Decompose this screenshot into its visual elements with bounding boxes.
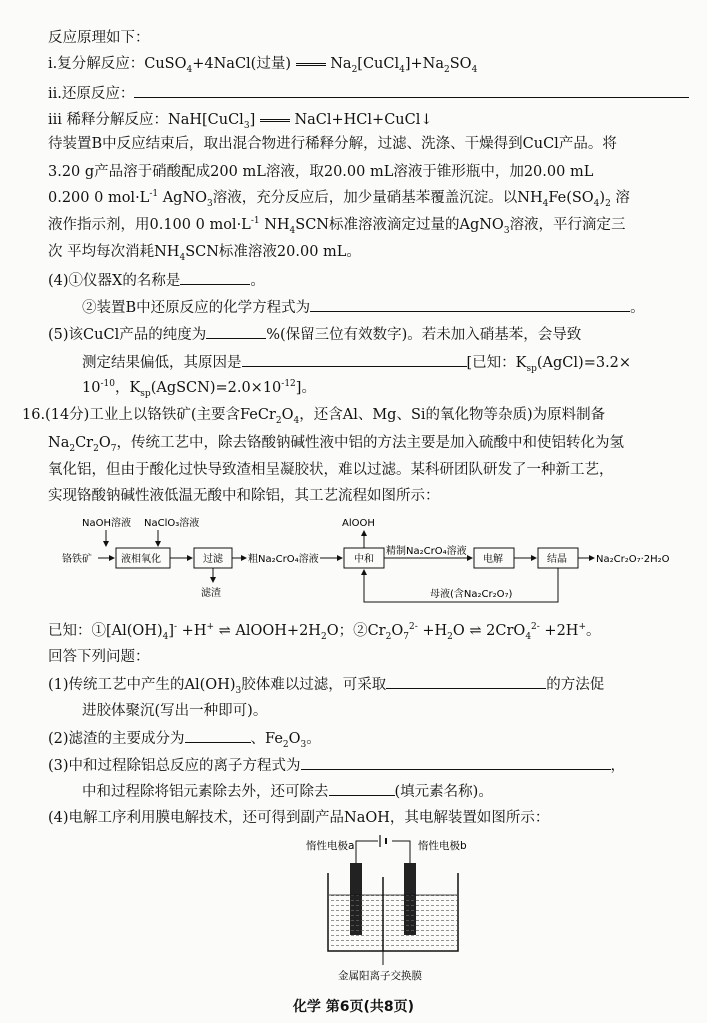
question-5-ksp: $10^{-10}$，$K_{sp}(AgSCN)=2.0\times 10^{-12}$]。 bbox=[82, 379, 316, 399]
equilibrium-icon: ⇌ bbox=[218, 623, 231, 639]
reaction-ii: ⅱ.还原反应： bbox=[48, 83, 689, 104]
electrode-b-label: 惰性电极b bbox=[418, 840, 467, 852]
paragraph-line: 实现铬酸钠碱性液低温无酸中和除铝，其工艺流程如图所示： bbox=[48, 488, 440, 504]
paragraph-line: 次 平均每次消耗$NH_4SCN$标准溶液20.00 mL。 bbox=[48, 244, 361, 263]
flow-electrolysis-label: 电解 bbox=[483, 554, 503, 565]
flow-product-label: Na₂Cr₂O₇·2H₂O bbox=[596, 554, 670, 565]
reaction-iii: ⅲ 稀释分解反应：NaH[CuCl$_3$] NaCl+HCl+CuCl↓ bbox=[48, 112, 433, 131]
question-4-1: (4)①仪器X的名称是 。 bbox=[48, 270, 265, 291]
flow-crystallize-label: 结晶 bbox=[547, 554, 567, 565]
question-16-2: (2)滤渣的主要成分为 、$Fe_2O_3$。 bbox=[48, 728, 321, 749]
page-footer: 化学 第6页(共8页) bbox=[292, 999, 415, 1015]
answer-blank[interactable] bbox=[242, 352, 467, 367]
known-conditions: 已知：$①[Al(OH)_4]^- +H^+$ ⇌ $AlOOH+2H_2O$；$②Cr_2O_7^{2-} +H_2O$ ⇌ 2CrO$_4^{2-}$ +2H+。 bbox=[48, 622, 601, 642]
flow-crude-label: 粗Na₂CrO₄溶液 bbox=[248, 554, 319, 565]
question-16-4: (4)电解工序利用膜电解技术，还可得到副产品NaOH，其电解装置如图所示： bbox=[48, 810, 550, 826]
question-16-3b: 中和过程除将铝元素除去外，还可除去 (填元素名称)。 bbox=[82, 781, 493, 802]
process-flow-diagram bbox=[62, 516, 672, 612]
answer-blank[interactable] bbox=[310, 297, 630, 312]
paragraph-line: 液作指示剂，用0.100 0 $mol\cdot L^{-1}$ $NH_4SCN$标准溶液滴定过量的AgNO$_3$溶液，平行滴定三 bbox=[48, 216, 626, 236]
answer-blank[interactable] bbox=[206, 324, 266, 339]
flow-residue-label: 滤渣 bbox=[201, 588, 221, 599]
answer-blank[interactable] bbox=[301, 755, 611, 770]
question-16-1: (1)传统工艺中产生的$Al(OH)_3$胶体难以过滤，可采取 的方法促 bbox=[48, 674, 604, 695]
paragraph-line: 氧化铝，但由于酸化过快导致渣相呈凝胶状，难以过滤。某科研团队研发了一种新工艺， bbox=[48, 462, 614, 478]
question-5-reason: 测定结果偏低，其原因是 [已知：$K_{sp}(AgCl)=3.2\times$ bbox=[82, 352, 631, 373]
electrolysis-cell-diagram bbox=[306, 833, 486, 983]
answer-blank[interactable] bbox=[185, 728, 251, 743]
flow-mother-label: 母液(含Na₂Cr₂O₇) bbox=[430, 589, 513, 600]
equals-icon bbox=[296, 63, 326, 66]
paragraph-line: $Na_2Cr_2O_7$，传统工艺中，除去铬酸钠碱性液中铝的方法主要是加入硫酸中和使铝转化为氢 bbox=[48, 435, 624, 454]
answer-blank[interactable] bbox=[329, 781, 395, 796]
flow-naclo3-label: NaClO₃溶液 bbox=[144, 518, 200, 529]
reaction-i: ⅰ.复分解反应：CuSO$_4$+4NaCl(过量) $Na_2[CuCl_4]+Na_2SO_4$ bbox=[48, 56, 478, 75]
membrane-label: 金属阳离子交换膜 bbox=[338, 970, 422, 982]
question-5: (5)该CuCl产品的纯度为 %(保留三位有效数字)。若未加入硝基苯，会导致 bbox=[48, 324, 581, 345]
paragraph-line: 待装置B中反应结束后，取出混合物进行稀释分解，过滤、洗涤、干燥得到CuCl产品。将 bbox=[48, 136, 617, 152]
answer-blank[interactable] bbox=[134, 83, 689, 98]
answer-blank[interactable] bbox=[180, 270, 250, 285]
answer-prompt: 回答下列问题： bbox=[48, 649, 150, 665]
solution bbox=[329, 895, 457, 950]
paragraph-line: 进胶体聚沉(写出一种即可)。 bbox=[82, 703, 268, 719]
flow-oxidation-label: 液相氧化 bbox=[121, 554, 161, 565]
equals-icon bbox=[260, 119, 290, 122]
question-4-2: ②装置B中还原反应的化学方程式为 。 bbox=[82, 297, 645, 318]
question-16-3: (3)中和过程除铝总反应的离子方程式为 ， bbox=[48, 755, 625, 776]
flow-refined-label: 精制Na₂CrO₄溶液 bbox=[386, 546, 467, 557]
flow-alooh-label: AlOOH bbox=[342, 518, 375, 529]
paragraph-line: 0.200 0 $mol\cdot L^{-1}$ AgNO$_3$溶液，充分反应后，加少量硝基苯覆盖沉淀。以$NH_4Fe(SO_4)_2$ 溶 bbox=[48, 189, 630, 209]
line-1: 反应原理如下： bbox=[48, 30, 150, 46]
electrode-a-label: 惰性电极a bbox=[306, 840, 355, 852]
answer-blank[interactable] bbox=[386, 674, 546, 689]
flow-naoh-label: NaOH溶液 bbox=[82, 518, 131, 529]
equilibrium-icon: ⇌ bbox=[469, 623, 482, 639]
flow-neutralize-label: 中和 bbox=[354, 554, 374, 565]
paragraph-line: 3.20 g产品溶于硝酸配成200 mL溶液，取20.00 mL溶液于锥形瓶中，加20.00 mL bbox=[48, 164, 594, 180]
question-16-intro: 16.(14分)工业上以铬铁矿(主要含$FeCr_2O_4$，还含Al、Mg、Si的氧化物等杂质)为原料制备 bbox=[22, 407, 606, 426]
flow-ore-label: 铬铁矿 bbox=[62, 554, 92, 565]
flow-filter-label: 过滤 bbox=[203, 554, 223, 565]
